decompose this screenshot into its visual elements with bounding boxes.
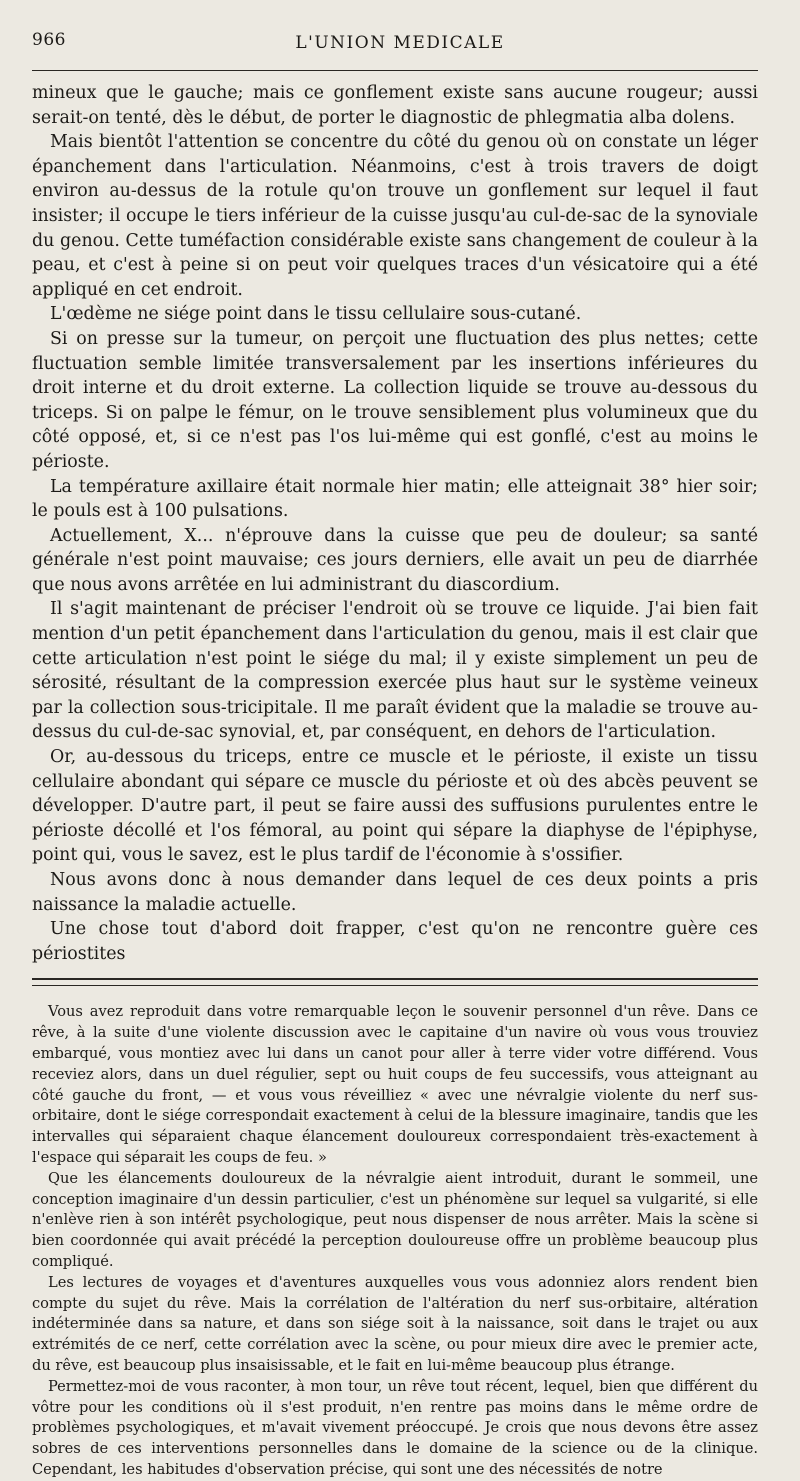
paragraph: Mais bientôt l'attention se concentre du côté du genou où on constate un léger épanchement dans l'articulation. Néanmoins, c'est à trois travers de doigt environ au-dessus de la rotule qu'on trouve un gonflement sur lequel il faut insister; il occupe le tiers inférieur de la cuisse jusqu'au cul-de-sac de la synoviale du genou. Cette tuméfaction considérable existe sans changement de couleur à la peau, et c'est à peine si on peut voir quelques traces d'un vésicatoire qui a été appliqué en cet endroit. (32, 132, 758, 300)
paragraph: mineux que le gauche; mais ce gonflement existe sans aucune rougeur; aussi serait-on tenté, dès le début, de porter le diagnostic de phlegmatia alba dolens. (32, 83, 758, 128)
paragraph: Si on presse sur la tumeur, on perçoit une fluctuation des plus nettes; cette fluctuation semble limitée transversalement par les insertions inférieures du droit interne et du droit externe. La collection liquide se trouve au-dessous du triceps. Si on palpe le fémur, on le trouve sensiblement plus volumineux que du côté opposé, et, si ce n'est pas l'os lui-même qui est gonflé, c'est au moins le périoste. (32, 328, 758, 472)
paragraph: Une chose tout d'abord doit frapper, c'est qu'on ne rencontre guère ces périostites (32, 919, 758, 964)
section-divider (32, 978, 758, 986)
running-title: L'UNION MEDICALE (295, 33, 505, 53)
main-text (32, 81, 758, 966)
note-paragraph: Les lectures de voyages et d'aventures auxquelles vous vous adonniez alors rendent bien compte du sujet du rêve. Mais la corrélation de l'altération du nerf sus-orbitaire, altération indéterminée dans sa nature, et dans son siége soit à la naissance, soit dans le trajet ou aux extrémités de ce nerf, cette corrélation avec la scène, ou pour mieux dire avec le premier acte, du rêve, est beaucoup plus insaisissable, et le fait en lui-même beaucoup plus étrange. (32, 1273, 758, 1374)
paragraph: L'œdème ne siége point dans le tissu cellulaire sous-cutané. (50, 304, 582, 325)
paragraph: Il s'agit maintenant de préciser l'endroit où se trouve ce liquide. J'ai bien fait mention d'un petit épanchement dans l'articulation du genou, mais il est clair que cette articulation n'est point le siége du mal; il y existe simplement un peu de sérosité, résultant de la compression exercée plus haut sur le système veineux par la collection sous-tricipitale. Il me paraît évident que la maladie se trouve au-dessus du cul-de-sac synovial, et, par conséquent, en dehors de l'articulation. (32, 599, 758, 743)
page-number: 966 (32, 30, 66, 50)
note-paragraph: Permettez-moi de vous raconter, à mon tour, un rêve tout récent, lequel, bien que différent du vôtre pour les conditions où il s'est produit, n'en rentre pas moins dans le même ordre de problèmes psychologiques, et m'avait vivement préoccupé. Je crois que nous devons être assez sobres de ces interventions personnelles dans le domaine de la science ou de la clinique. Cependant, les habitudes d'observation précise, qui sont une des nécessités de notre (32, 1377, 758, 1478)
paragraph: Or, au-dessous du triceps, entre ce muscle et le périoste, il existe un tissu cellulaire abondant qui sépare ce muscle du périoste et où des abcès peuvent se développer. D'autre part, il peut se faire aussi des suffusions purulentes entre le périoste décollé et l'os fémoral, au point qui sépare la diaphyse de l'épiphyse, point qui, vous le savez, est le plus tardif de l'économie à s'ossifier. (32, 747, 758, 866)
header-rule (32, 70, 758, 71)
paragraph: La température axillaire était normale hier matin; elle atteignait 38° hier soir; le pouls est à 100 pulsations. (32, 476, 758, 522)
paragraph: Nous avons donc à nous demander dans lequel de ces deux points a pris naissance la maladie actuelle. (32, 870, 758, 915)
paragraph: Actuellement, X... n'éprouve dans la cuisse que peu de douleur; sa santé générale n'est point mauvaise; ces jours derniers, elle avait un peu de diarrhée que nous avons arrêtée en lui administrant du diascordium. (32, 525, 758, 595)
note-paragraph: Que les élancements douloureux de la névralgie aient introduit, durant le sommeil, une conception imaginaire d'un dessin particulier, c'est un phénomène sur lequel sa vulgarité, si elle n'enlève rien à son intérêt psychologique, peut nous dispenser de nous arrêter. Mais la scène si bien coordonnée qui avait précédé la perception douloureuse offre un problème beaucoup plus compliqué. (32, 1169, 758, 1270)
note-paragraph: Vous avez reproduit dans votre remarquable leçon le souvenir personnel d'un rêve. Dans ce rêve, à la suite d'une violente discussion avec le capitaine d'un navire où vous vous trouviez embarqué, vous montiez avec lui dans un canot pour aller à terre vider votre différend. Vous receviez alors, dans un duel régulier, sept ou huit coups de feu successifs, vous atteignant au côté gauche du front, — et vous vous réveilliez « avec une névralgie violente du nerf sus-orbitaire, dont le siége correspondait exactement à celui de la blessure imaginaire, tandis que les intervalles qui séparaient chaque élancement douloureux correspondaient très-exactement à l'espace qui séparait les coups de feu. » (32, 1003, 758, 1166)
feuilleton-text (32, 1002, 758, 1480)
